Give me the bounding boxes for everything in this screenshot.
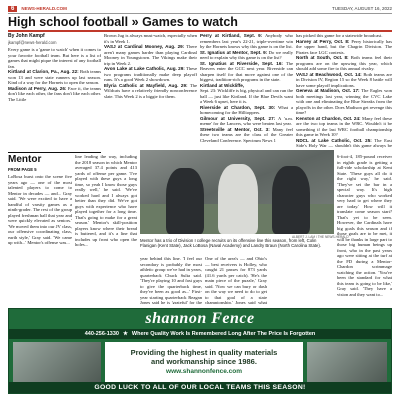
game-item: Kirtland at Wickliffe, xyxy=(200,82,245,88)
game-item: Perry at Kirtland, Sept. 9: Anybody who remembers last year's 22-21, triple-overtime win by the Hornets knows why this game is on the list. xyxy=(200,33,293,49)
game-item: Avon Lake at Lake Catholic, Aug. 29: These two programs traditionally make deep playoff runs. It's a good Week 2 showdown. xyxy=(104,66,197,82)
ad-fence-photo-left xyxy=(13,342,101,382)
mentor-text: year behind this line. 'I feel our secondary is probably the most athletic group we've had in years, quarterback Chuck Sulta said. 'They're playing 10 and fast guys to give the quarterback time, they've been as good as...' First-year starting quarterback Reagan Jones said he is 'grateful' for the xyxy=(140,256,202,304)
ad-phone-bar xyxy=(9,329,391,339)
game-item: St. Ignatius at Mentor, Sept. 9: Do we really need to explain why this game is on the list? xyxy=(200,49,293,60)
ad-body-line-1: Providing the highest in quality materials xyxy=(130,348,278,357)
ad-body-line-2: and workmanship since 1986. xyxy=(151,356,257,366)
section-headline xyxy=(8,15,238,29)
page-header xyxy=(8,4,392,14)
game-item: Kirtland at Clarion, Pa., Aug. 22: Both teams won 13 and were state runners up last season. Kind of a way for the Hornets to open the season. xyxy=(8,69,101,85)
mentor-column-1 xyxy=(8,167,72,303)
headline-rule xyxy=(8,30,392,32)
game-item: NDCL at Lake Catholic, Oct. 25: The East Side's Holy War — shouldn't this game always be xyxy=(296,137,392,148)
game-item: Madison at Perry, Aug. 26: Face it, the teams don't like each other, the fans don't like each other. The Little xyxy=(8,85,101,102)
mentor-text: LoBosa burst onto the scene five years ago — one of the most talented players to come to Mentor in decades — and... Gray said. 'We were excited to have a handful of varsity games as a ninth-grader. The rest of the group played freshman ball that year and were quickly elevated as seniors.' 'We moved them into our JV class, our offensive coordinating class, earth style,' Gray said. 'We came up with...' Mentor's offense was... xyxy=(8,174,72,245)
games-column-1 xyxy=(8,33,101,149)
photo-credit: ALBERT J. LAM / THE NEWS-HERALD xyxy=(292,235,349,239)
mentor-text: 6-foot-4, 185-pound receiver in eighth grade is getting a full-ride scholarship at Kent State. 'These guys all do it the right way,' he said. 'They've set the bar in a special way. It's high character guys who worked very hard to get where they are today.' How will it translate come season start? That's yet to be seen. However, the Cardinals have big goals this season and if those goals are to be met, it will be thanks in large part to those big human beings up front, who in the past years ago were sitting at the turf at the FD during a Mentor-Chardon scrimmage watching the action. 'You've been the standard for what this team is going to be like,' Gray said. 'They have a vision and they want to... xyxy=(337,154,392,297)
game-item: Sept. 23: Wickliffe is big, physical and can run the ball — just like Kirtland. If the Blue Devils want a Week 6 upset, here it is. xyxy=(200,88,293,104)
ad-phone[interactable]: 440-256-1330 xyxy=(84,331,119,337)
game-item: VASJ at Cardinal Mooney, Aug. 29: There aren't many games harder than playing Cardinal Mooney in Youngstown. The Vikings make their trip in Week 2. xyxy=(104,44,197,66)
mentor-column-3 xyxy=(140,256,202,304)
mentor-text: One of the area's — and Ohio's — best receivers is Holley, who caught 21 passes for 873 yards (41.6 yards per catch). 'He's the main piece of the puzzle,' Gray said. 'Now we can bury or dash on the way we need to do to get to that goal of a state championship.' Jones said what xyxy=(205,256,267,304)
game-item: Kenston at Chardon, Oct. 24: Many feel these are the two top teams in the WRC. Wouldn't it be something if the last WRC football championship this game in Week 10? xyxy=(296,115,392,137)
headline-subhead: Games to watch xyxy=(142,15,238,29)
football-linemen-photo xyxy=(140,150,334,234)
ad-tagline: Where Quality Work Is Remembered Long After The Price Is Forgotten xyxy=(131,331,316,337)
author-email[interactable]: jkampf@news-herald.com xyxy=(8,39,57,45)
game-item: Streetsville at Mentor, Oct. 3: Many feel these two teams are the class of the Greater Cleveland Conference. Spectrum News 1 xyxy=(200,126,293,143)
ad-brand: shannon Fence xyxy=(145,309,255,327)
game-item: Geneva at Madison, Oct. 17: The Eagles won both meetings last year, winning the CVC Lake with one and eliminating the Blue Streaks from the playoffs in the other. Does Madison get revenge this time? xyxy=(296,88,392,115)
games-column-4 xyxy=(296,33,392,149)
byline: By John Kampf xyxy=(8,33,45,39)
game-item: North at South, Oct. 8: Both teams feel their programs are on the upswing this year, which should add some fire to this annual rivalry. xyxy=(296,55,392,71)
game-item: St. Ignatius at Riverside, Sept. 16: The Beavers enter the GCC next year. Riverside can sharpen itself for that move against one of the biggest, tradition-rich programs in the state. xyxy=(200,60,293,82)
ad-website[interactable]: www.shannonfence.com xyxy=(166,368,242,375)
mentor-column-4 xyxy=(205,256,267,304)
ad-body xyxy=(105,342,303,382)
game-item: VASJ at Beachwood, Oct. 14: Both teams are in Division IV, Region 15 so the Week 8 battle will have some playoff implications. xyxy=(296,71,392,88)
game-item: has picked this game for a statewide broadcast. xyxy=(296,33,383,38)
mentor-rule xyxy=(8,152,101,153)
games-column-3 xyxy=(200,33,293,149)
mentor-dateline: FROM PAGE 5 xyxy=(8,167,37,172)
mentor-text: line leading the way, including the 2018 season in which Mentor averaged 37.4 points and 413 yards of offense per game. 'I've played with these guys a long time, so yeah I know those guys really well,' he said. 'We've worked hard and I always got better than they did. We've got guys with experience who have played together for a long time. That's going to make for a great season.' Mentor's skill-position players know where their bread is buttered, and it's a line that includes up front who open the holes... xyxy=(75,154,137,247)
game-item: Riverside at Chardon, Sept. 30: What a homecoming for the Hilltoppers. xyxy=(200,104,293,115)
player-figure xyxy=(218,164,258,234)
game-item: Harvey at Perry, Oct. 8: Perry historically has the upper hand, but the Chagrin Division. The Pirates face LGC contests. xyxy=(296,38,392,55)
mentor-headline: Mentor xyxy=(8,154,42,165)
ad-footer: GOOD LUCK TO ALL OF OUR LOCAL TEAMS THIS SEASON! xyxy=(9,382,391,393)
game-item: Gilmour at University, Sept. 27: A 'u.m. meme' for the Lancers, who were beaten last year. xyxy=(200,115,293,126)
page-number: 6 xyxy=(8,6,17,12)
game-item: Elyria Catholic at Mayfield, Aug. 29: The Wildcats have a relatively friendly nonconference slate. This Week 2 is a biggie for them. xyxy=(104,82,197,99)
player-figure xyxy=(272,166,310,234)
site-name[interactable]: NEWS-HERALD.COM xyxy=(21,6,67,11)
games-intro: Every game is a 'game to watch' when it comes to your favorite football team. But here is a list of games that might pique the interest of any football fan. xyxy=(8,47,101,69)
issue-date: TUESDAY, AUGUST 16, 2022 xyxy=(331,6,392,11)
headline-arrow-icon: » xyxy=(131,15,139,29)
game-item: Brown Jug is always must-watch, especially when it's in Week 1. xyxy=(104,33,197,44)
mentor-column-5-lower xyxy=(270,256,334,304)
ad-brand-bar xyxy=(9,309,391,328)
ad-fence-photo-right xyxy=(307,342,387,382)
games-column-2 xyxy=(104,33,197,149)
mentor-column-2 xyxy=(75,154,137,303)
photo-caption: Mentor has a trio of Division I college recruits on its offensive line this season, from left, Colin Flanigan (Kent State), Jack LoBosa (Naval Academy) and Landry Braun (North Carolina State). xyxy=(140,238,322,248)
mentor-column-5 xyxy=(337,154,392,304)
player-figure xyxy=(166,168,204,234)
shannon-fence-ad[interactable] xyxy=(8,308,392,394)
headline-text: High school football xyxy=(8,15,129,29)
ad-star-icon: ★ xyxy=(122,331,128,337)
